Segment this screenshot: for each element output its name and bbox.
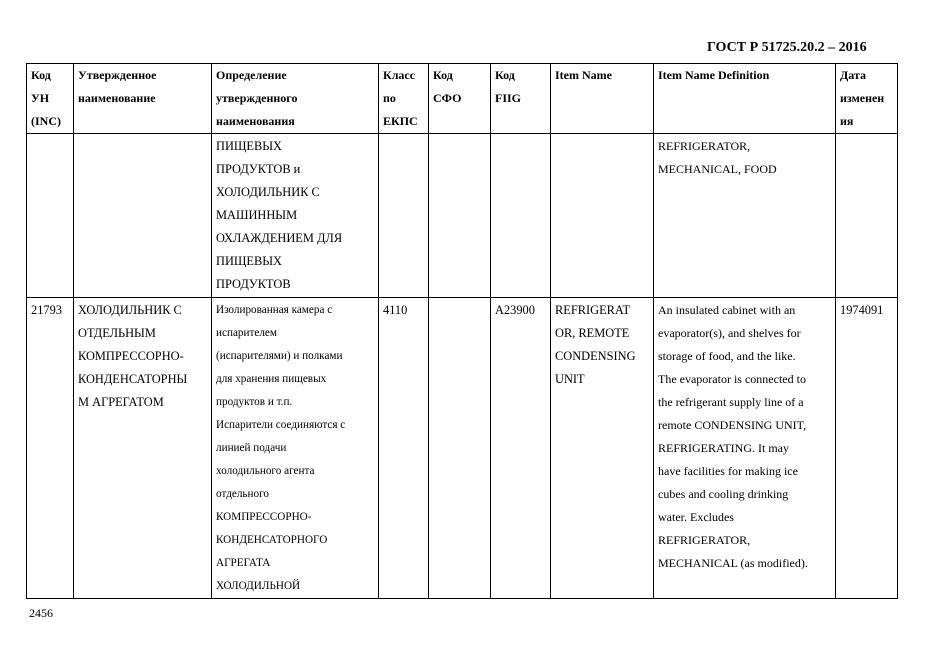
cell-item-name: REFRIGERAT OR, REMOTE CONDENSING UNIT (551, 298, 654, 599)
cell-item-name-definition: REFRIGERATOR, MECHANICAL, FOOD (654, 134, 836, 298)
cell-sfo-code (429, 134, 491, 298)
header-change-date: Дата изменен ия (836, 64, 898, 134)
cell-fiig-code: A23900 (491, 298, 551, 599)
header-item-name-definition: Item Name Definition (654, 64, 836, 134)
cell-item-name-definition: An insulated cabinet with an evaporator(s), and shelves for storage of food, and the like. The evaporator is connected to the refrigerant supply line of a remote CONDENSING UNIT, REFRIGERATING. It may have facilities for making ice cubes and cooling drinking water. Excludes REFRIGERATOR, MECHANICAL (as modified). (654, 298, 836, 599)
cell-inc (27, 134, 74, 298)
cell-inc: 21793 (27, 298, 74, 599)
header-item-name: Item Name (551, 64, 654, 134)
nomenclature-table (26, 63, 898, 599)
cell-change-date: 1974091 (836, 298, 898, 599)
cell-ekps-class: 4110 (379, 298, 429, 599)
cell-ekps-class (379, 134, 429, 298)
table-row (27, 298, 898, 599)
table-row (27, 134, 898, 298)
table-header-row (27, 64, 898, 134)
header-definition-ru: Определение утвержденного наименования (212, 64, 379, 134)
cell-item-name (551, 134, 654, 298)
cell-approved-name (74, 134, 212, 298)
page-number: 2456 (29, 606, 53, 620)
standard-number: ГОСТ Р 51725.20.2 – 2016 (707, 40, 867, 55)
header-ekps-class: Класс по ЕКПС (379, 64, 429, 134)
cell-fiig-code (491, 134, 551, 298)
header-sfo-code: Код СФО (429, 64, 491, 134)
cell-definition-ru: ПИЩЕВЫХ ПРОДУКТОВ и ХОЛОДИЛЬНИК С МАШИННЫМ ОХЛАЖДЕНИЕМ ДЛЯ ПИЩЕВЫХ ПРОДУКТОВ (212, 134, 379, 298)
cell-sfo-code (429, 298, 491, 599)
header-approved-name: Утвержденное наименование (74, 64, 212, 134)
cell-approved-name: ХОЛОДИЛЬНИК С ОТДЕЛЬНЫМ КОМПРЕССОРНО- КОНДЕНСАТОРНЫ М АГРЕГАТОМ (74, 298, 212, 599)
header-fiig-code: Код FIIG (491, 64, 551, 134)
cell-definition-ru: Изолированная камера с испарителем (испарителями) и полками для хранения пищевых продуктов и т.п. Испарители соединяются с линией подачи холодильного агента отдельного КОМПРЕССОРНО- КОНДЕНСАТОРНОГО АГРЕГАТА ХОЛОДИЛЬНОЙ (212, 298, 379, 599)
header-inc: Код УН (INC) (27, 64, 74, 134)
cell-change-date (836, 134, 898, 298)
